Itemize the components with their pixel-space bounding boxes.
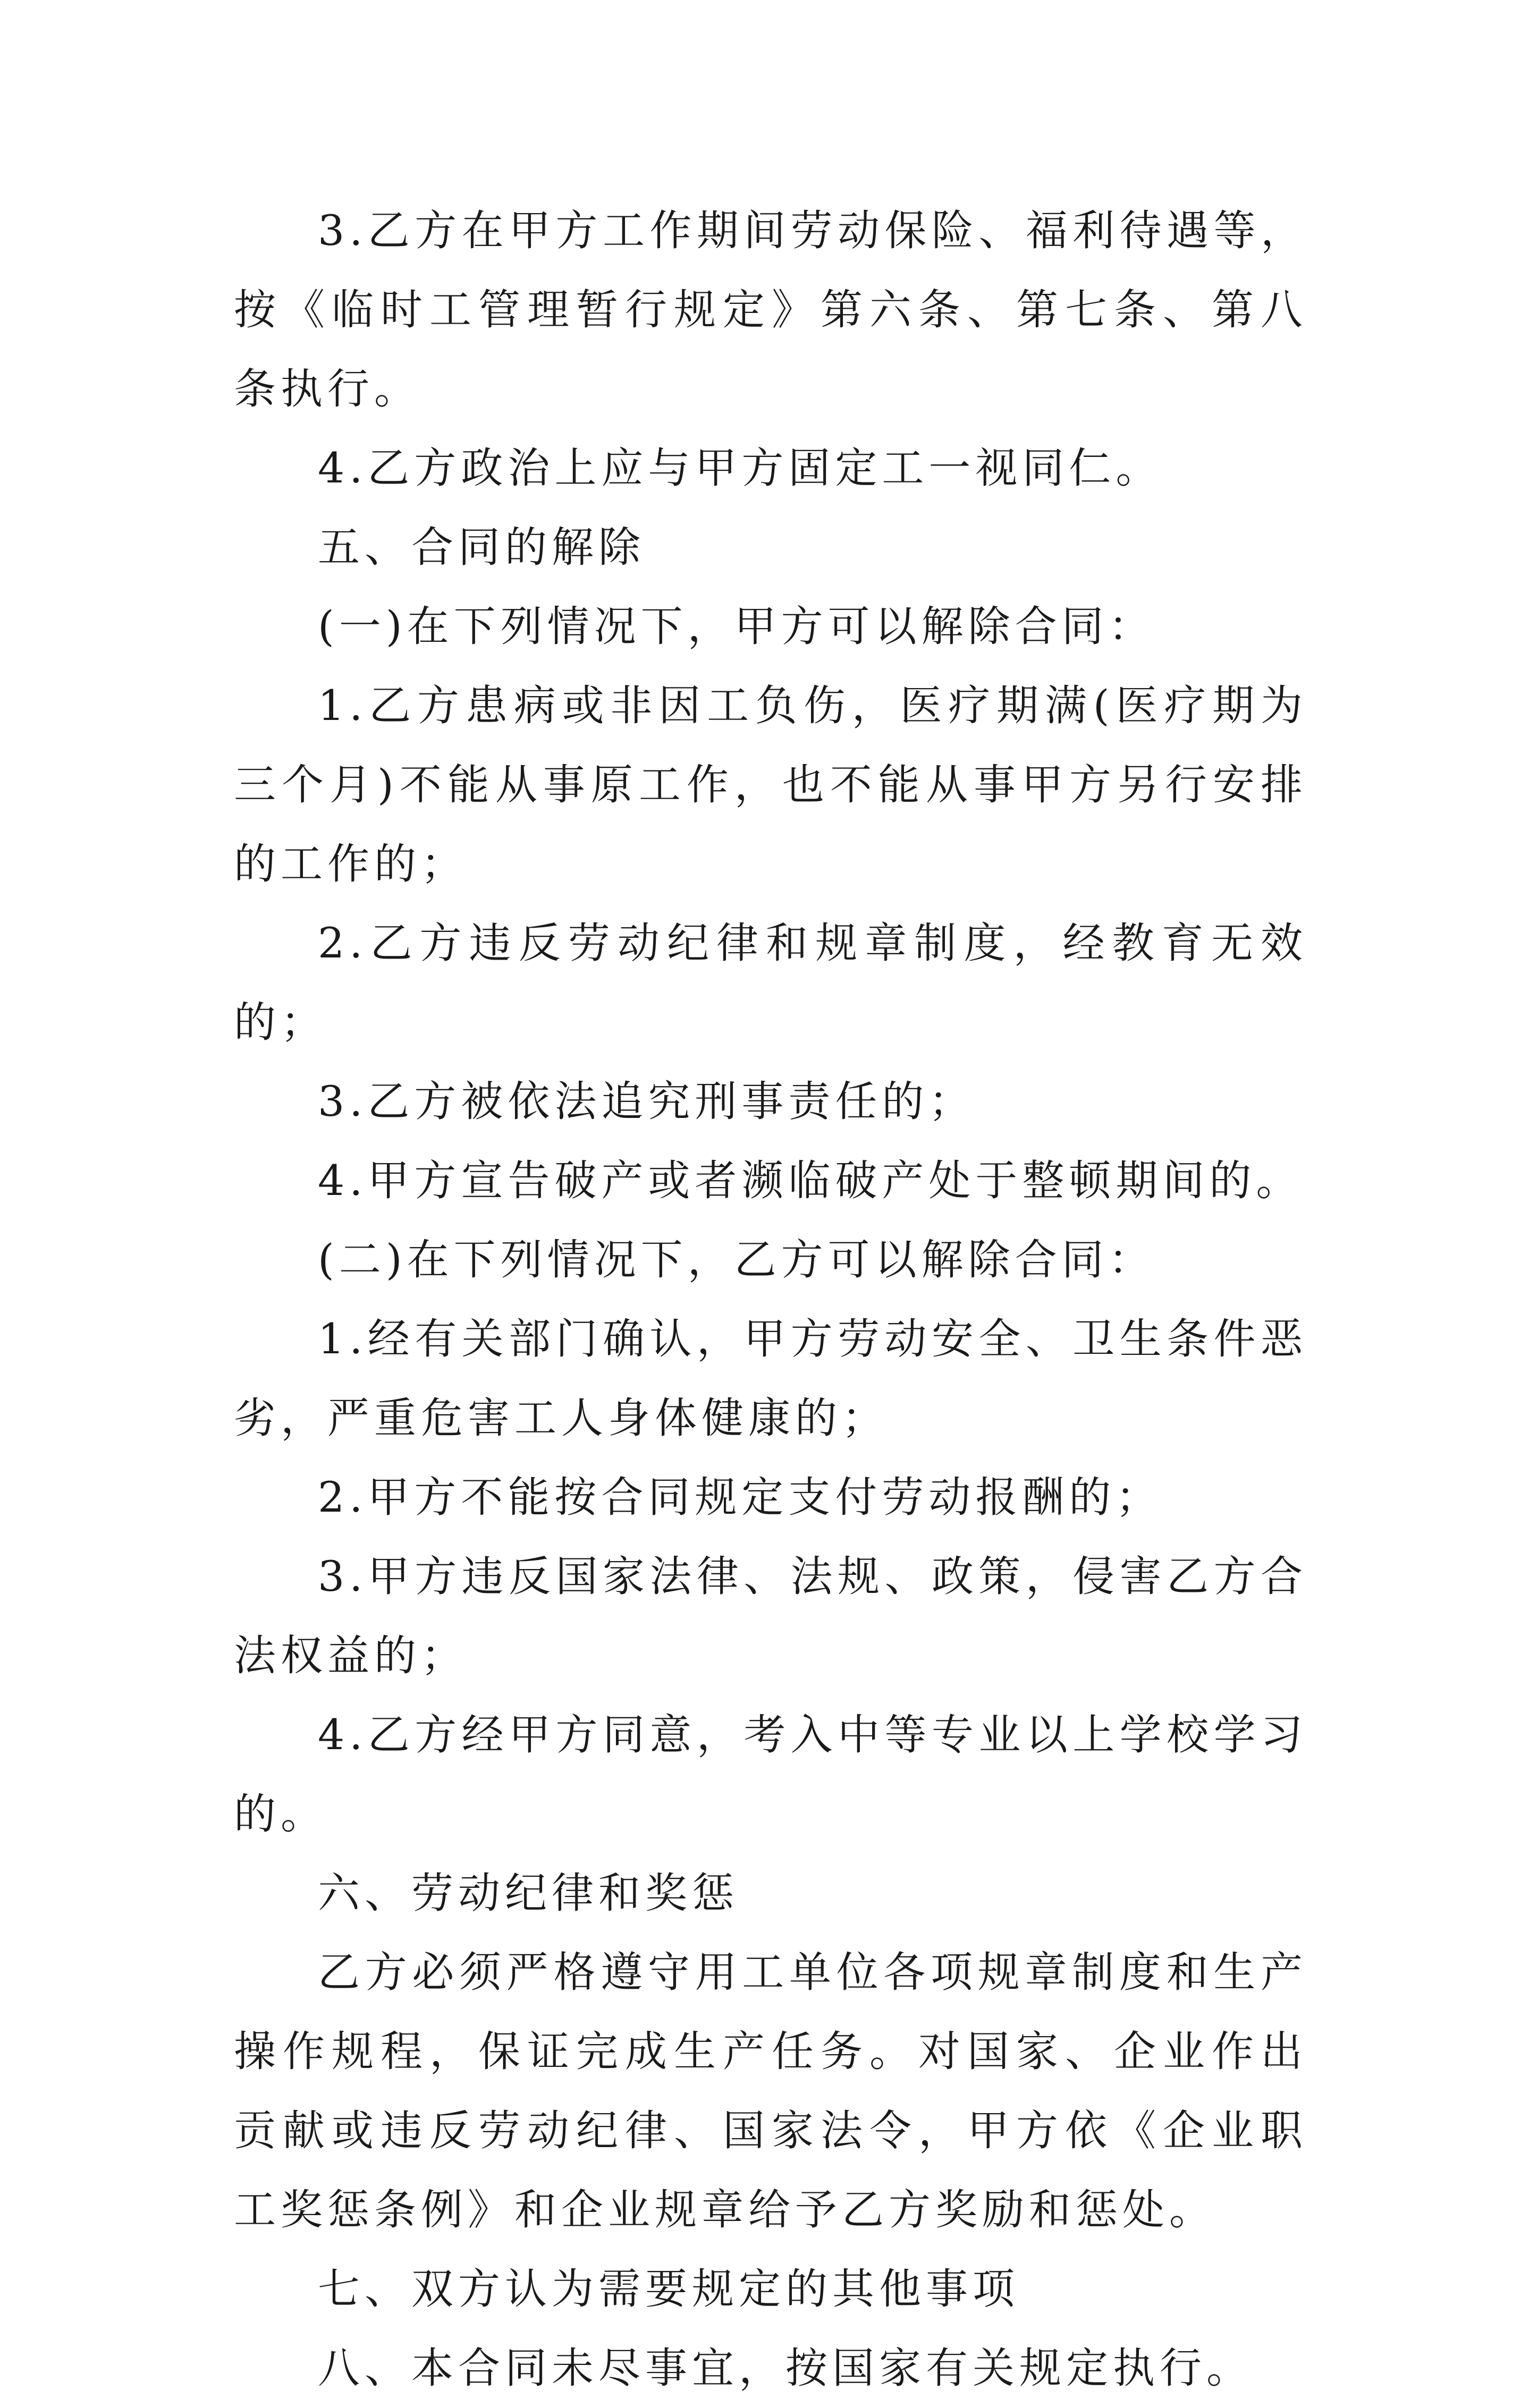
clause-a4-bankruptcy: 4.甲方宣告破产或者濒临破产处于整顿期间的。 [318, 1156, 1303, 1205]
clause-b2-payment: 2.甲方不能按合同规定支付劳动报酬的； [318, 1473, 1163, 1522]
clause-b1-safety: 1.经有关部门确认，甲方劳动安全、卫生条件恶劣，严重危害工人身体健康的； [234, 1315, 1307, 1443]
clause-a3-criminal: 3.乙方被依法追究刑事责任的； [318, 1077, 976, 1126]
clause-4-political-equality: 4.乙方政治上应与甲方固定工一视同仁。 [318, 444, 1163, 493]
clause-a2-discipline: 2.乙方违反劳动纪律和规章制度，经教育无效的； [234, 919, 1307, 1047]
subsection-party-b-termination: (二)在下列情况下，乙方可以解除合同： [318, 1235, 1155, 1284]
section-heading-unresolved-matters: 八、本合同未尽事宜，按国家有关规定执行。 [318, 2344, 1253, 2393]
document-body [234, 191, 1307, 2408]
section-heading-other-matters: 七、双方认为需要规定的其他事项 [318, 2265, 1019, 2313]
subsection-party-a-termination: (一)在下列情况下，甲方可以解除合同： [318, 602, 1155, 651]
clause-b3-legal-rights: 3.甲方违反国家法律、法规、政策，侵害乙方合法权益的； [234, 1552, 1307, 1680]
clause-b4-study: 4.乙方经甲方同意，考入中等专业以上学校学习的。 [234, 1710, 1307, 1838]
clause-3-benefits: 3.乙方在甲方工作期间劳动保险、福利待遇等，按《临时工管理暂行规定》第六条、第七条、第八条执行。 [234, 206, 1307, 413]
section-heading-discipline: 六、劳动纪律和奖惩 [318, 1869, 739, 1918]
section-heading-termination: 五、合同的解除 [318, 523, 645, 572]
discipline-body: 乙方必须严格遵守用工单位各项规章制度和生产操作规程，保证完成生产任务。对国家、企业作出贡献或违反劳动纪律、国家法令，甲方依《企业职工奖惩条例》和企业规章给予乙方奖励和惩处。 [234, 1948, 1307, 2234]
clause-a1-illness: 1.乙方患病或非因工负伤，医疗期满(医疗期为三个月)不能从事原工作，也不能从事甲方另行安排的工作的； [234, 681, 1307, 888]
